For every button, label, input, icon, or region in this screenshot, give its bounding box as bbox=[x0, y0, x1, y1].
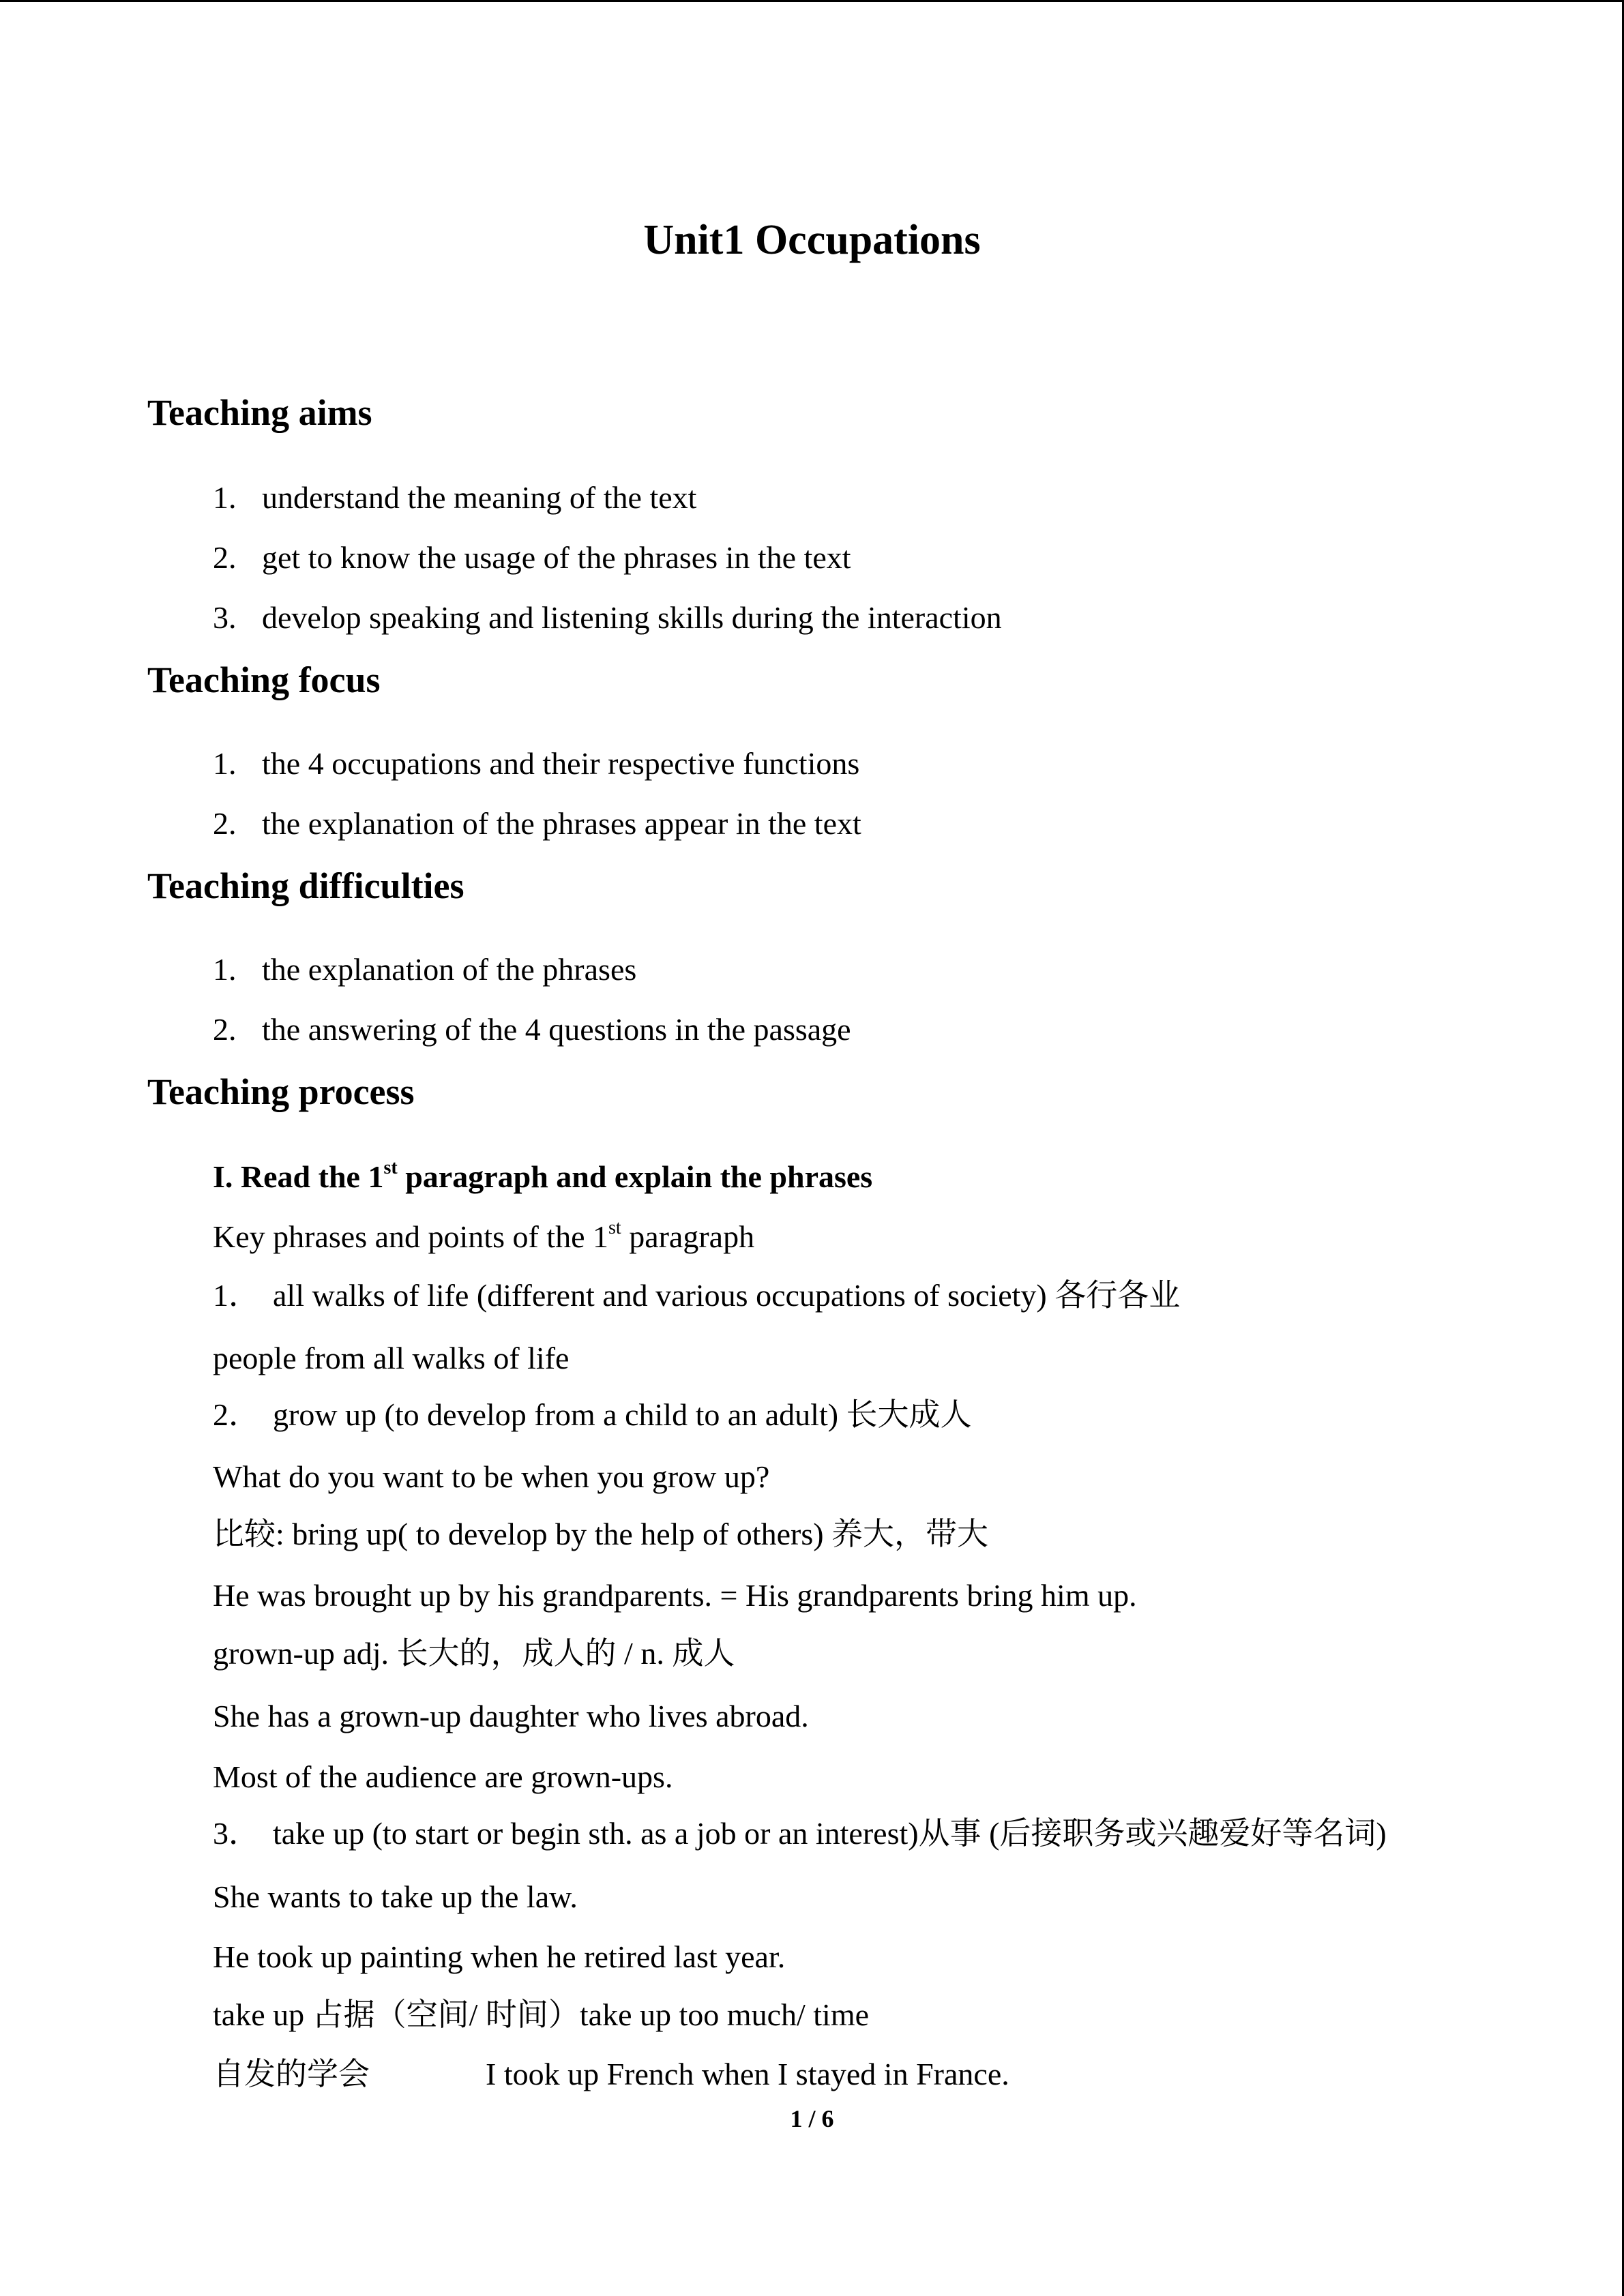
focus-item-1 bbox=[213, 743, 859, 784]
section-heading-text: paragraph and explain the phrases bbox=[397, 1159, 873, 1194]
document-title: Unit1 Occupations bbox=[643, 217, 981, 263]
phrase-2-example-5: She has a grown-up daughter who lives abroad. bbox=[213, 1699, 809, 1733]
heading-teaching-process: Teaching process bbox=[147, 1071, 415, 1112]
heading-teaching-focus: Teaching focus bbox=[147, 659, 381, 700]
aims-item-1 bbox=[213, 477, 696, 518]
list-text: develop speaking and listening skills during the interaction bbox=[262, 600, 1002, 635]
list-number: 1. bbox=[213, 480, 237, 515]
list-text: get to know the usage of the phrases in the text bbox=[262, 540, 851, 575]
phrase-number: 3． bbox=[213, 1816, 260, 1851]
list-text: understand the meaning of the text bbox=[262, 480, 697, 515]
list-number: 2. bbox=[213, 540, 237, 575]
phrase-number: 1． bbox=[213, 1278, 260, 1313]
aims-item-2 bbox=[213, 537, 851, 578]
superscript: st bbox=[383, 1157, 398, 1178]
list-text: the explanation of the phrases bbox=[262, 952, 637, 987]
list-text: the 4 occupations and their respective functions bbox=[262, 746, 860, 781]
top-border-rule bbox=[0, 0, 1624, 2]
phrase-2-example-4: grown-up adj. 长大的，成人的 / n. 成人 bbox=[213, 1636, 735, 1671]
list-number: 1. bbox=[213, 746, 237, 781]
difficulties-item-2 bbox=[213, 1009, 851, 1050]
list-text: the explanation of the phrases appear in the text bbox=[262, 806, 861, 841]
phrase-1-example: people from all walks of life bbox=[213, 1341, 570, 1375]
phrase-text: all walks of life (different and various occupations of society) 各行各业 bbox=[273, 1278, 1181, 1313]
phrase-2-example-2: 比较: bring up( to develop by the help of others) 养大，带大 bbox=[213, 1517, 989, 1551]
focus-item-2 bbox=[213, 803, 861, 844]
phrase-3-example-2: He took up painting when he retired last year. bbox=[213, 1939, 786, 1974]
phrase-text: take up (to start or begin sth. as a job or an interest)从事 (后接职务或兴趣爱好等名词) bbox=[273, 1816, 1387, 1851]
phrase-3-example-4 bbox=[213, 2054, 1009, 2095]
key-phrases-intro bbox=[213, 1217, 754, 1257]
phrase-2-example-6: Most of the audience are grown-ups. bbox=[213, 1759, 673, 1794]
phrase-2-example-3: He was brought up by his grandparents. = His grandparents bring him up. bbox=[213, 1578, 1137, 1613]
phrase-text: grow up (to develop from a child to an adult) 长大成人 bbox=[273, 1397, 972, 1432]
list-number: 2. bbox=[213, 806, 237, 841]
intro-text: paragraph bbox=[621, 1219, 755, 1254]
list-number: 3. bbox=[213, 600, 237, 635]
section-heading-text: I. Read the 1 bbox=[213, 1159, 384, 1194]
phrase-3-example-3: take up 占据（空间/ 时间）take up too much/ time bbox=[213, 1997, 870, 2032]
list-text: the answering of the 4 questions in the passage bbox=[262, 1012, 851, 1047]
phrase-3-example-1: She wants to take up the law. bbox=[213, 1879, 578, 1914]
superscript: st bbox=[608, 1217, 621, 1238]
difficulties-item-1 bbox=[213, 949, 636, 990]
phrase-2-example-1: What do you want to be when you grow up? bbox=[213, 1459, 770, 1494]
section-heading-paragraph-1 bbox=[213, 1157, 872, 1197]
phrase-1 bbox=[213, 1275, 1180, 1316]
heading-teaching-difficulties: Teaching difficulties bbox=[147, 865, 464, 906]
phrase-number: 2． bbox=[213, 1397, 260, 1432]
example-sentence: I took up French when I stayed in France. bbox=[486, 2057, 1009, 2091]
phrase-3 bbox=[213, 1813, 1387, 1854]
chinese-note: 自发的学会 bbox=[213, 2057, 370, 2091]
page-number: 1 / 6 bbox=[790, 2105, 834, 2132]
aims-item-3 bbox=[213, 597, 1002, 638]
heading-teaching-aims: Teaching aims bbox=[147, 392, 372, 433]
list-number: 1. bbox=[213, 952, 237, 987]
list-number: 2. bbox=[213, 1012, 237, 1047]
intro-text: Key phrases and points of the 1 bbox=[213, 1219, 608, 1254]
phrase-2 bbox=[213, 1395, 972, 1435]
